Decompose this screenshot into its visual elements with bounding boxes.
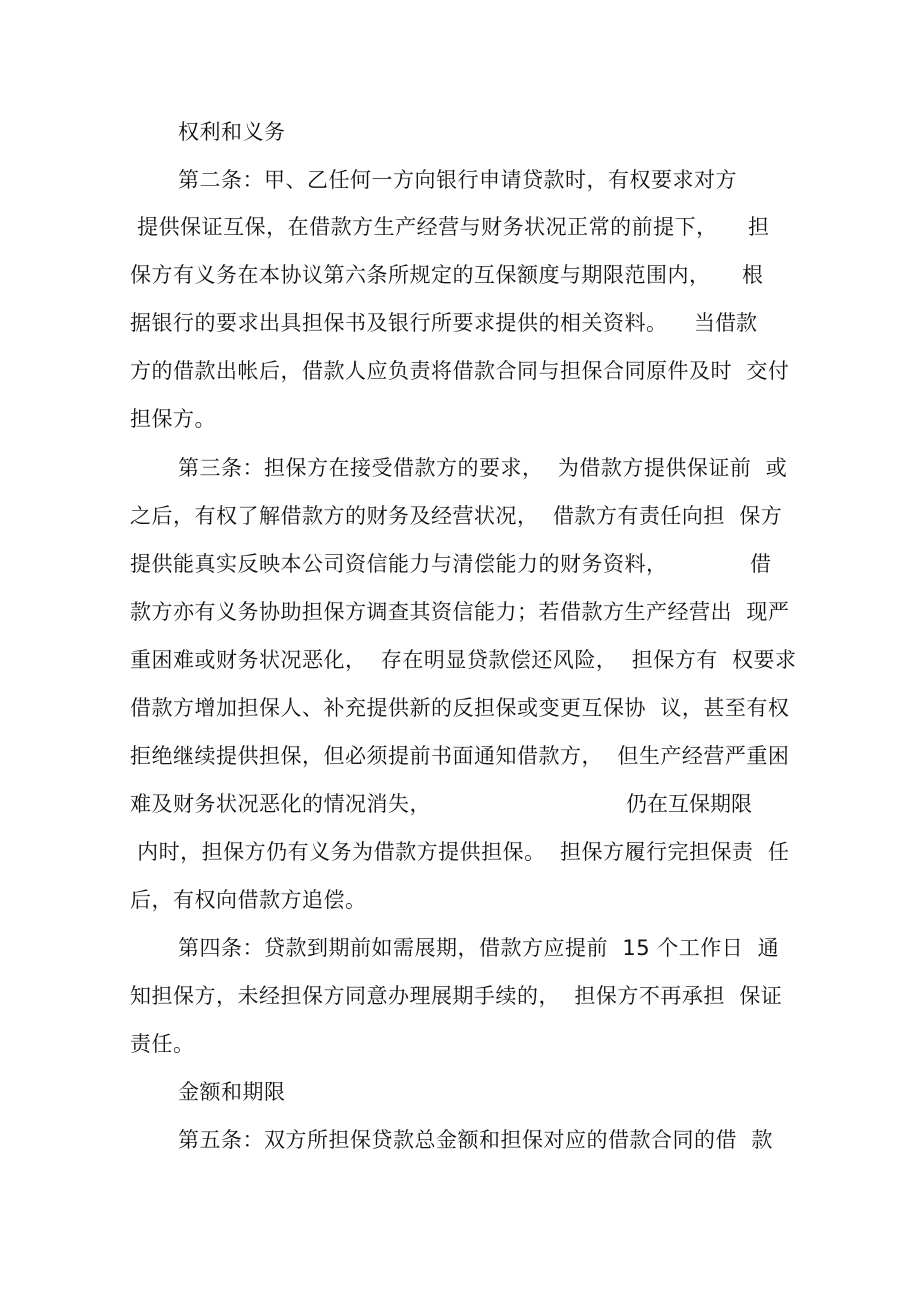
article-2-line-4-tail: 当借款 [694,311,757,335]
article-3-line-1: 第三条：担保方在接受借款方的要求， 为借款方提供保证前 或 [178,456,788,480]
article-3-line-8: 难及财务状况恶化的情况消失， [130,792,431,816]
article-2-line-2-tail: 担 [748,215,769,239]
article-3-line-6: 借款方增加担保人、补充提供新的反担保或变更互保协 议，甚至有权 [130,696,790,720]
article-2-line-3-tail: 根 [742,263,763,287]
article-3-line-9: 内时，担保方仍有义务为借款方提供担保。 担保方履行完担保责 任 [130,840,790,864]
section-heading-rights: 权利和义务 [178,120,286,144]
article-2-line-1: 第二条：甲、乙任何一方向银行申请贷款时，有权要求对方 [178,168,737,192]
article-3-line-4: 款方亦有义务协助担保方调查其资信能力；若借款方生产经营出 现严 [130,600,790,624]
article-2-line-5: 方的借款出帐后，借款人应负责将借款合同与担保合同原件及时 交付 [130,359,790,383]
article-4-line-1: 第四条：贷款到期前如需展期，借款方应提前 15 个工作日 通 [178,936,780,960]
article-4-line-3: 责任。 [130,1032,195,1056]
article-3-line-10: 后，有权向借款方追偿。 [130,888,367,912]
article-3-line-5: 重困难或财务状况恶化， 存在明显贷款偿还风险， 担保方有 权要求 [130,648,797,672]
article-2-line-3: 保方有义务在本协议第六条所规定的互保额度与期限范围内， [130,263,711,287]
article-2-line-2: 提供保证互保，在借款方生产经营与财务状况正常的前提下， [130,215,718,239]
section-heading-amount: 金额和期限 [178,1080,286,1104]
article-2-line-4: 据银行的要求出具担保书及银行所要求提供的相关资料。 [130,311,668,335]
article-3-line-2: 之后，有权了解借款方的财务及经营状况， 借款方有责任向担 保方 [130,504,783,528]
article-3-line-3-tail: 借 [750,552,771,576]
article-3-line-3: 提供能真实反映本公司资信能力与清偿能力的财务资料， [130,552,668,576]
article-3-line-8-tail: 仍在互保期限 [626,792,752,816]
article-3-line-7: 拒绝继续提供担保，但必须提前书面通知借款方， 但生产经营严重困 [130,744,790,768]
article-4-line-2: 知担保方，未经担保方同意办理展期手续的， 担保方不再承担 保证 [130,984,783,1008]
article-5-line-1: 第五条：双方所担保贷款总金额和担保对应的借款合同的借 款 [178,1128,773,1152]
article-2-line-6: 担保方。 [130,407,216,431]
